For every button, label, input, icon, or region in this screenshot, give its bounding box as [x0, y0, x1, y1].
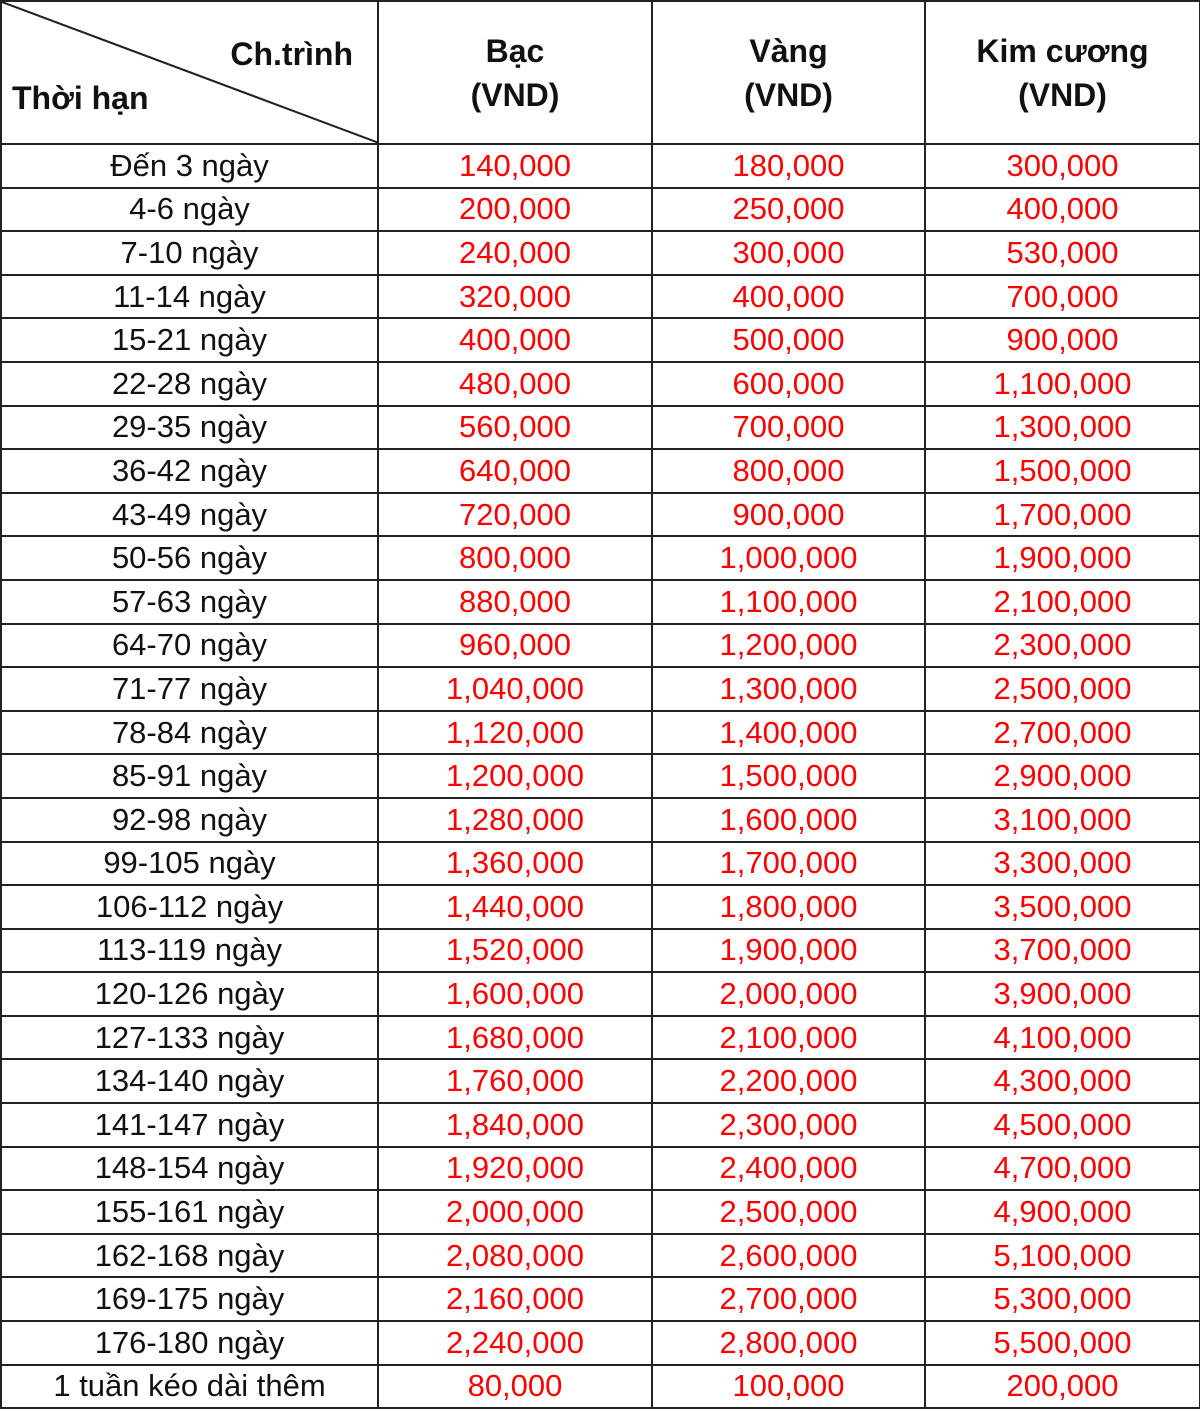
table-row — [1, 580, 1200, 624]
price-bac-cell: 880,000 — [378, 580, 652, 624]
duration-cell: 64-70 ngày — [1, 624, 378, 668]
price-kim-cuong-cell: 4,300,000 — [925, 1059, 1200, 1103]
price-bac-cell: 240,000 — [378, 231, 652, 275]
price-kim-cuong-cell: 700,000 — [925, 275, 1200, 319]
price-vang-cell: 700,000 — [652, 406, 925, 450]
price-vang-cell: 1,100,000 — [652, 580, 925, 624]
price-bac-cell: 2,080,000 — [378, 1234, 652, 1278]
table-row — [1, 536, 1200, 580]
duration-cell: 113-119 ngày — [1, 929, 378, 973]
price-bac-cell: 2,240,000 — [378, 1321, 652, 1365]
price-bac-cell: 400,000 — [378, 318, 652, 362]
price-vang-cell: 1,600,000 — [652, 798, 925, 842]
price-kim-cuong-cell: 400,000 — [925, 188, 1200, 232]
price-bac-cell: 2,160,000 — [378, 1277, 652, 1321]
duration-cell: 78-84 ngày — [1, 711, 378, 755]
column-header-bac — [378, 1, 652, 144]
price-kim-cuong-cell: 5,500,000 — [925, 1321, 1200, 1365]
duration-cell: 11-14 ngày — [1, 275, 378, 319]
price-bac-cell: 1,440,000 — [378, 885, 652, 929]
table-row — [1, 1016, 1200, 1060]
price-kim-cuong-cell: 3,700,000 — [925, 929, 1200, 973]
price-kim-cuong-cell: 1,300,000 — [925, 406, 1200, 450]
duration-label: Thời hạn — [12, 80, 149, 116]
table-row — [1, 667, 1200, 711]
table-row — [1, 1103, 1200, 1147]
duration-cell: 7-10 ngày — [1, 231, 378, 275]
duration-cell: 43-49 ngày — [1, 493, 378, 537]
table-row — [1, 972, 1200, 1016]
price-kim-cuong-cell: 1,700,000 — [925, 493, 1200, 537]
price-kim-cuong-cell: 1,900,000 — [925, 536, 1200, 580]
table-row — [1, 318, 1200, 362]
duration-cell: 162-168 ngày — [1, 1234, 378, 1278]
price-kim-cuong-cell: 5,100,000 — [925, 1234, 1200, 1278]
table-row — [1, 1234, 1200, 1278]
duration-cell: 127-133 ngày — [1, 1016, 378, 1060]
table-row — [1, 1059, 1200, 1103]
price-kim-cuong-cell: 200,000 — [925, 1365, 1200, 1409]
column-header-name: Kim cương — [976, 32, 1149, 69]
price-bac-cell: 1,680,000 — [378, 1016, 652, 1060]
table-row — [1, 754, 1200, 798]
price-vang-cell: 180,000 — [652, 144, 925, 188]
price-bac-cell: 1,760,000 — [378, 1059, 652, 1103]
column-header-name: Vàng — [749, 32, 828, 69]
price-kim-cuong-cell: 2,100,000 — [925, 580, 1200, 624]
duration-cell: 92-98 ngày — [1, 798, 378, 842]
duration-cell: 148-154 ngày — [1, 1147, 378, 1191]
table-row — [1, 406, 1200, 450]
price-vang-cell: 2,000,000 — [652, 972, 925, 1016]
price-bac-cell: 320,000 — [378, 275, 652, 319]
table-row — [1, 1321, 1200, 1365]
price-vang-cell: 1,200,000 — [652, 624, 925, 668]
table-row — [1, 798, 1200, 842]
price-bac-cell: 1,600,000 — [378, 972, 652, 1016]
price-kim-cuong-cell: 1,100,000 — [925, 362, 1200, 406]
price-kim-cuong-cell: 4,700,000 — [925, 1147, 1200, 1191]
table-row — [1, 842, 1200, 886]
price-vang-cell: 2,600,000 — [652, 1234, 925, 1278]
duration-cell: 141-147 ngày — [1, 1103, 378, 1147]
column-header-kim-cuong — [925, 1, 1200, 144]
duration-cell: 176-180 ngày — [1, 1321, 378, 1365]
price-kim-cuong-cell: 3,500,000 — [925, 885, 1200, 929]
price-vang-cell: 1,300,000 — [652, 667, 925, 711]
price-bac-cell: 1,280,000 — [378, 798, 652, 842]
duration-cell: 99-105 ngày — [1, 842, 378, 886]
price-kim-cuong-cell: 4,500,000 — [925, 1103, 1200, 1147]
price-vang-cell: 1,900,000 — [652, 929, 925, 973]
table-row — [1, 275, 1200, 319]
duration-cell: 134-140 ngày — [1, 1059, 378, 1103]
table-row — [1, 493, 1200, 537]
corner-header-cell — [1, 1, 378, 144]
price-vang-cell: 300,000 — [652, 231, 925, 275]
duration-cell: 169-175 ngày — [1, 1277, 378, 1321]
duration-cell: 106-112 ngày — [1, 885, 378, 929]
duration-cell: Đến 3 ngày — [1, 144, 378, 188]
price-kim-cuong-cell: 2,500,000 — [925, 667, 1200, 711]
table-row — [1, 1190, 1200, 1234]
price-kim-cuong-cell: 3,100,000 — [925, 798, 1200, 842]
price-bac-cell: 1,040,000 — [378, 667, 652, 711]
table-row — [1, 1277, 1200, 1321]
duration-cell: 57-63 ngày — [1, 580, 378, 624]
table-row — [1, 362, 1200, 406]
price-bac-cell: 480,000 — [378, 362, 652, 406]
price-kim-cuong-cell: 2,300,000 — [925, 624, 1200, 668]
price-bac-cell: 2,000,000 — [378, 1190, 652, 1234]
price-vang-cell: 2,700,000 — [652, 1277, 925, 1321]
price-bac-cell: 640,000 — [378, 449, 652, 493]
price-kim-cuong-cell: 4,900,000 — [925, 1190, 1200, 1234]
price-bac-cell: 1,200,000 — [378, 754, 652, 798]
table-row — [1, 231, 1200, 275]
price-vang-cell: 250,000 — [652, 188, 925, 232]
table-row — [1, 885, 1200, 929]
price-kim-cuong-cell: 3,300,000 — [925, 842, 1200, 886]
price-vang-cell: 600,000 — [652, 362, 925, 406]
price-vang-cell: 100,000 — [652, 1365, 925, 1409]
price-kim-cuong-cell: 300,000 — [925, 144, 1200, 188]
price-bac-cell: 1,360,000 — [378, 842, 652, 886]
price-kim-cuong-cell: 530,000 — [925, 231, 1200, 275]
table-row — [1, 1365, 1200, 1409]
column-header-unit: (VND) — [744, 76, 833, 113]
column-header-name: Bạc — [485, 32, 545, 69]
duration-cell: 85-91 ngày — [1, 754, 378, 798]
duration-cell: 50-56 ngày — [1, 536, 378, 580]
price-kim-cuong-cell: 5,300,000 — [925, 1277, 1200, 1321]
duration-cell: 22-28 ngày — [1, 362, 378, 406]
table-row — [1, 449, 1200, 493]
price-vang-cell: 1,400,000 — [652, 711, 925, 755]
price-vang-cell: 1,000,000 — [652, 536, 925, 580]
duration-cell: 36-42 ngày — [1, 449, 378, 493]
table-row — [1, 929, 1200, 973]
price-vang-cell: 1,500,000 — [652, 754, 925, 798]
duration-cell: 29-35 ngày — [1, 406, 378, 450]
price-kim-cuong-cell: 4,100,000 — [925, 1016, 1200, 1060]
duration-cell: 15-21 ngày — [1, 318, 378, 362]
price-bac-cell: 80,000 — [378, 1365, 652, 1409]
price-kim-cuong-cell: 2,700,000 — [925, 711, 1200, 755]
price-vang-cell: 500,000 — [652, 318, 925, 362]
price-vang-cell: 2,500,000 — [652, 1190, 925, 1234]
price-kim-cuong-cell: 1,500,000 — [925, 449, 1200, 493]
duration-cell: 155-161 ngày — [1, 1190, 378, 1234]
price-vang-cell: 2,400,000 — [652, 1147, 925, 1191]
program-label: Ch.trình — [230, 36, 353, 72]
duration-cell: 4-6 ngày — [1, 188, 378, 232]
price-vang-cell: 900,000 — [652, 493, 925, 537]
table-row — [1, 188, 1200, 232]
price-bac-cell: 800,000 — [378, 536, 652, 580]
price-bac-cell: 1,920,000 — [378, 1147, 652, 1191]
price-bac-cell: 1,520,000 — [378, 929, 652, 973]
duration-cell: 1 tuần kéo dài thêm — [1, 1365, 378, 1409]
column-header-unit: (VND) — [1018, 76, 1107, 113]
price-bac-cell: 960,000 — [378, 624, 652, 668]
price-vang-cell: 2,800,000 — [652, 1321, 925, 1365]
table-body — [1, 144, 1200, 1408]
price-vang-cell: 2,200,000 — [652, 1059, 925, 1103]
price-vang-cell: 2,100,000 — [652, 1016, 925, 1060]
price-kim-cuong-cell: 3,900,000 — [925, 972, 1200, 1016]
price-bac-cell: 1,840,000 — [378, 1103, 652, 1147]
price-bac-cell: 140,000 — [378, 144, 652, 188]
price-vang-cell: 2,300,000 — [652, 1103, 925, 1147]
price-bac-cell: 200,000 — [378, 188, 652, 232]
column-header-vang — [652, 1, 925, 144]
price-vang-cell: 1,700,000 — [652, 842, 925, 886]
header-row — [1, 1, 1200, 144]
price-vang-cell: 800,000 — [652, 449, 925, 493]
duration-cell: 120-126 ngày — [1, 972, 378, 1016]
price-vang-cell: 400,000 — [652, 275, 925, 319]
column-header-unit: (VND) — [470, 76, 560, 113]
price-kim-cuong-cell: 900,000 — [925, 318, 1200, 362]
table-row — [1, 624, 1200, 668]
price-bac-cell: 720,000 — [378, 493, 652, 537]
table-row — [1, 1147, 1200, 1191]
duration-cell: 71-77 ngày — [1, 667, 378, 711]
price-bac-cell: 1,120,000 — [378, 711, 652, 755]
price-kim-cuong-cell: 2,900,000 — [925, 754, 1200, 798]
table-row — [1, 711, 1200, 755]
table-row — [1, 144, 1200, 188]
price-vang-cell: 1,800,000 — [652, 885, 925, 929]
price-bac-cell: 560,000 — [378, 406, 652, 450]
